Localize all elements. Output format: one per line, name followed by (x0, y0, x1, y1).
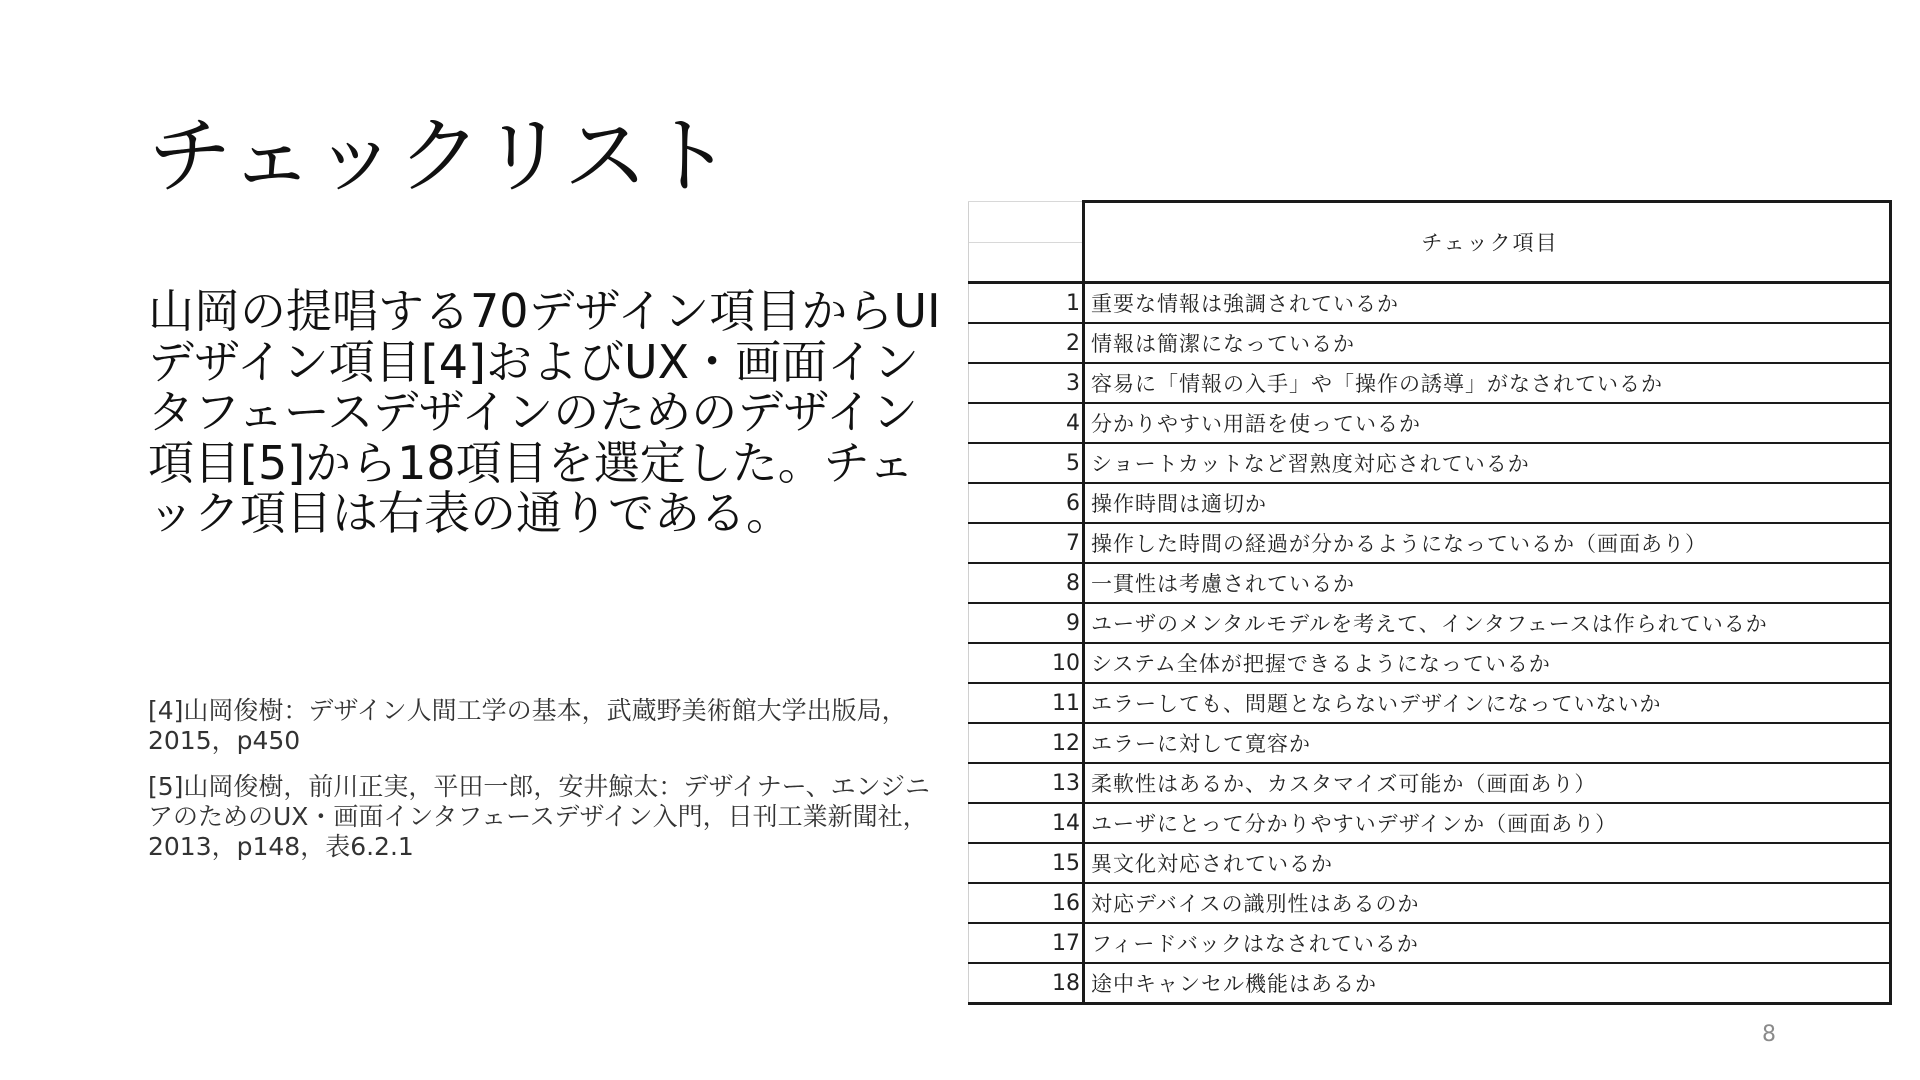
check-item: エラーしても、問題とならないデザインになっていないか (1084, 683, 1891, 723)
row-number: 12 (969, 723, 1084, 763)
row-number: 11 (969, 683, 1084, 723)
row-number: 7 (969, 523, 1084, 563)
reference-5: [5]山岡俊樹，前川正実，平田一郎，安井鯨太：デザイナー、エンジニアのためのUX・画面インタフェースデザイン入門，日刊工業新聞社，2013，p148，表6.2.1 (148, 772, 931, 861)
table-row (969, 803, 1891, 843)
table-row (969, 283, 1891, 324)
body-text: 山岡の提唱する70デザイン項目からUIデザイン項目[4]およびUX・画面インタフェースデザインのためのデザイン項目[5]から18項目を選定した。チェック項目は右表の通りである。 (148, 284, 941, 541)
check-item: 操作時間は適切か (1084, 483, 1891, 523)
row-number: 2 (969, 323, 1084, 363)
header-num-cell-2 (969, 243, 1084, 283)
row-number: 5 (969, 443, 1084, 483)
table-row (969, 323, 1891, 363)
row-number: 10 (969, 643, 1084, 683)
check-item: 途中キャンセル機能はあるか (1084, 963, 1891, 1004)
row-number: 3 (969, 363, 1084, 403)
row-number: 17 (969, 923, 1084, 963)
check-item: 操作した時間の経過が分かるようになっているか（画面あり） (1084, 523, 1891, 563)
checklist-table (968, 200, 1890, 996)
table-row (969, 483, 1891, 523)
check-item: 重要な情報は強調されているか (1084, 283, 1891, 324)
table-row (969, 923, 1891, 963)
header-num-cell (969, 202, 1084, 243)
table-header-row (969, 202, 1891, 243)
page-number: 8 (1762, 1022, 1776, 1047)
table-row (969, 643, 1891, 683)
table-row (969, 763, 1891, 803)
row-number: 4 (969, 403, 1084, 443)
row-number: 1 (969, 283, 1084, 324)
row-number: 13 (969, 763, 1084, 803)
checklist-grid (968, 200, 1892, 1005)
table-row (969, 603, 1891, 643)
check-item: ユーザのメンタルモデルを考えて、インタフェースは作られているか (1084, 603, 1891, 643)
check-item: 異文化対応されているか (1084, 843, 1891, 883)
reference-4: [4]山岡俊樹：デザイン人間工学の基本，武蔵野美術館大学出版局，2015，p450 (148, 696, 907, 755)
table-row (969, 723, 1891, 763)
table-row (969, 963, 1891, 1004)
check-item: 容易に「情報の入手」や「操作の誘導」がなされているか (1084, 363, 1891, 403)
table-row (969, 563, 1891, 603)
row-number: 16 (969, 883, 1084, 923)
check-item: ユーザにとって分かりやすいデザインか（画面あり） (1084, 803, 1891, 843)
check-item: ショートカットなど習熟度対応されているか (1084, 443, 1891, 483)
check-item: 柔軟性はあるか、カスタマイズ可能か（画面あり） (1084, 763, 1891, 803)
table-header: チェック項目 (1084, 202, 1891, 283)
table-row (969, 363, 1891, 403)
check-item: システム全体が把握できるようになっているか (1084, 643, 1891, 683)
table-row (969, 523, 1891, 563)
row-number: 6 (969, 483, 1084, 523)
check-item: 分かりやすい用語を使っているか (1084, 403, 1891, 443)
check-item: エラーに対して寛容か (1084, 723, 1891, 763)
table-row (969, 443, 1891, 483)
row-number: 8 (969, 563, 1084, 603)
row-number: 18 (969, 963, 1084, 1004)
row-number: 14 (969, 803, 1084, 843)
check-item: 対応デバイスの識別性はあるのか (1084, 883, 1891, 923)
row-number: 15 (969, 843, 1084, 883)
slide-title: チェックリスト (148, 107, 732, 205)
table-row (969, 683, 1891, 723)
check-item: 一貫性は考慮されているか (1084, 563, 1891, 603)
table-row (969, 883, 1891, 923)
check-item: 情報は簡潔になっているか (1084, 323, 1891, 363)
table-row (969, 403, 1891, 443)
table-row (969, 843, 1891, 883)
row-number: 9 (969, 603, 1084, 643)
references (148, 696, 953, 878)
check-item: フィードバックはなされているか (1084, 923, 1891, 963)
